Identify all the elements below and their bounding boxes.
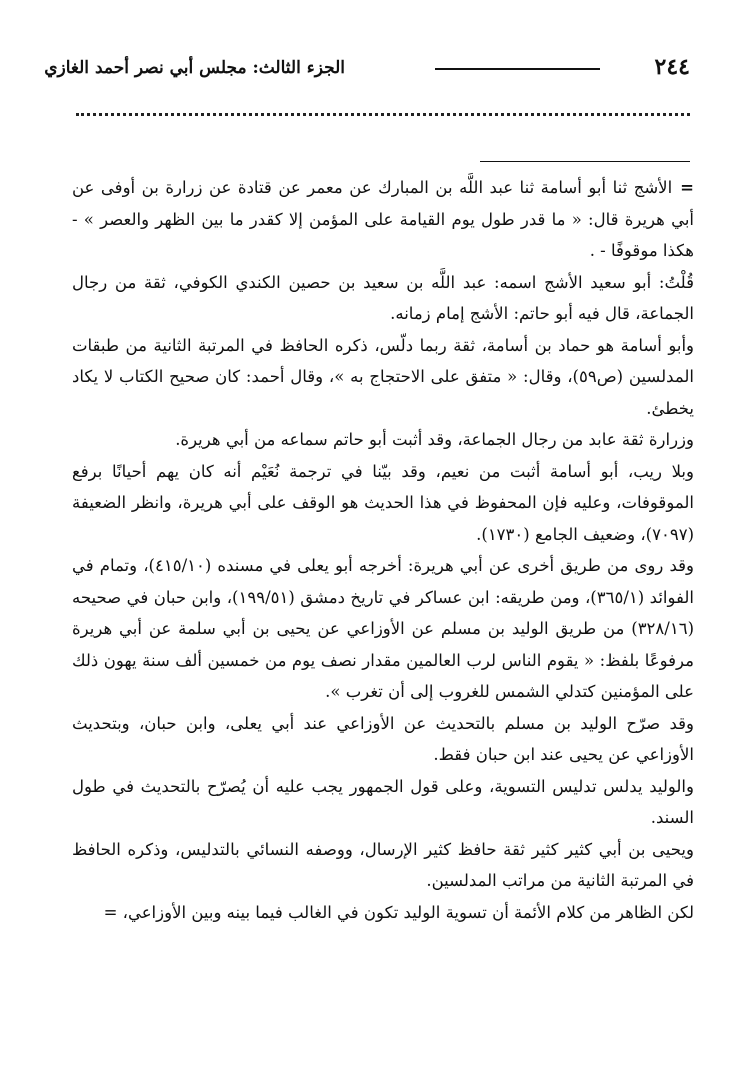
footnote-paragraph: ويحيى بن أبي كثير كثير ثقة حافظ كثير الإرسال، ووصفه النسائي بالتدليس، وذكره الحافظ في المرتبة الثانية من مراتب المدلسين.	[72, 839, 694, 890]
running-title: الجزء الثالث: مجلس أبي نصر أحمد الغازي	[44, 58, 345, 78]
footnote-rule	[480, 161, 690, 162]
footnote-paragraph: وبلا ريب، أبو أسامة أثبت من نعيم، وقد بيّنا في ترجمة نُعَيْم أنه كان يهم أحيانًا برفع الموقوفات، وعليه فإن المحفوظ في هذا الحديث هو الوقف على أبي هريرة، وانظر الضعيفة (٧٠٩٧)، وضعيف الجامع (١٧٣٠).	[72, 461, 694, 544]
dotted-separator	[76, 113, 690, 116]
footnote-paragraph: وأبو أسامة هو حماد بن أسامة، ثقة ربما دلّس، ذكره الحافظ في المرتبة الثانية من طبقات المدلسين (ص٥٩)، وقال: « متفق على الاحتجاج به »، وقال أحمد: كان صحيح الكتاب لا يكاد يخطئ.	[72, 335, 694, 418]
continuation-mark: =	[680, 178, 694, 197]
footnote-paragraph: وقد روى من طريق أخرى عن أبي هريرة: أخرجه أبو يعلى في مسنده (٤١٥/١٠)، وتمام في الفوائد (٣٦٥/١)، ومن طريقه: ابن عساكر في تاريخ دمشق (١٩٩/٥١)، وابن حبان في صحيحه (٣٢٨/١٦) من طريق الوليد بن مسلم عن الأوزاعي عن يحيى بن أبي سلمة عن أبي هريرة مرفوعًا بلفظ: « يقوم الناس لرب العالمين مقدار نصف يوم من خمسين ألف سنة يهون ذلك على المؤمنين كتدلي الشمس للغروب إلى أن تغرب ».	[72, 556, 694, 701]
paragraph-text: الأشج ثنا أبو أسامة ثنا عبد اللَّه بن المبارك عن معمر عن قتادة عن زرارة بن أوفى عن أبي هريرة قال: « ما قدر طول يوم القيامة على المؤمن إلا كقدر ما بين الظهر والعصر » - هكذا موقوفًا - .	[72, 178, 694, 260]
footnote-paragraph: وقد صرّح الوليد بن مسلم بالتحديث عن الأوزاعي عند أبي يعلى، وابن حبان، وبتحديث الأوزاعي عن يحيى عند ابن حبان فقط.	[72, 713, 694, 764]
footnote-paragraph: وزرارة ثقة عابد من رجال الجماعة، وقد أثبت أبو حاتم سماعه من أبي هريرة.	[175, 430, 694, 449]
page-header	[44, 50, 690, 90]
footnote-paragraph: قُلْتُ: أبو سعيد الأشج اسمه: عبد اللَّه بن سعيد بن حصين الكندي الكوفي، ثقة من رجال الجماعة، قال فيه أبو حاتم: الأشج إمام زمانه.	[72, 272, 694, 323]
footnote-paragraph	[72, 172, 694, 267]
header-rule	[435, 68, 600, 70]
footnote-body	[72, 172, 694, 928]
footnote-paragraph: والوليد يدلس تدليس التسوية، وعلى قول الجمهور يجب عليه أن يُصرّح بالتحديث في طول السند.	[72, 776, 694, 827]
footnote-paragraph: لكن الظاهر من كلام الأئمة أن تسوية الوليد تكون في الغالب فيما بينه وبين الأوزاعي، =	[103, 902, 694, 922]
page-number: ٢٤٤	[654, 54, 690, 80]
